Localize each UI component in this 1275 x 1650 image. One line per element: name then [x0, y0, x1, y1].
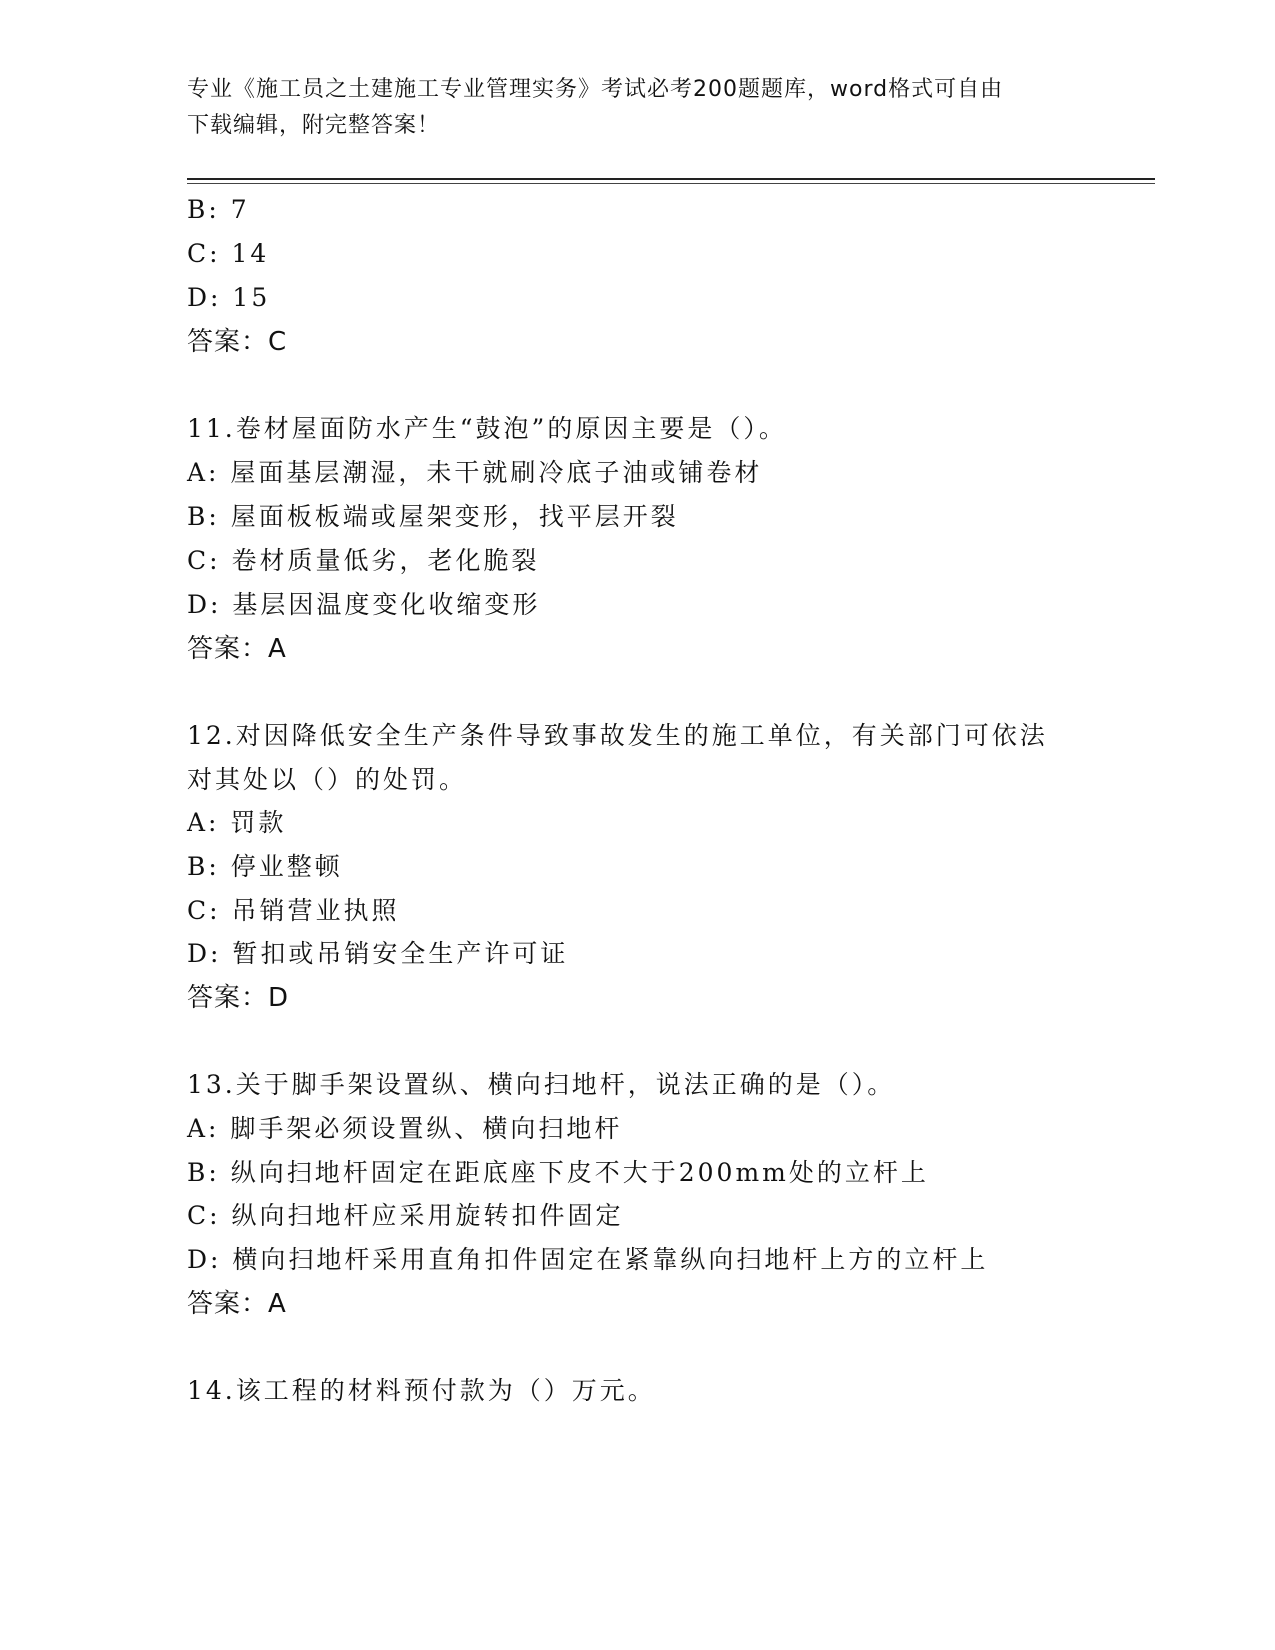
q13-answer: 答案：A: [187, 1289, 287, 1319]
q12-stem-line-1: 12.对因降低安全生产条件导致事故发生的施工单位，有关部门可依法: [187, 721, 1048, 750]
q11-option-c: C: 卷材质量低劣，老化脆裂: [187, 546, 540, 575]
header-divider-thin: [187, 183, 1155, 184]
document-header: [187, 72, 1087, 144]
header-divider-thick: [187, 178, 1155, 180]
q11-option-b: B: 屋面板板端或屋架变形，找平层开裂: [187, 502, 679, 531]
q11-answer: 答案：A: [187, 634, 287, 664]
header-line-2: 下载编辑，附完整答案！: [187, 113, 441, 138]
q10-answer: 答案：C: [187, 327, 288, 357]
q12-stem-line-2: 对其处以（）的处罚。: [187, 765, 468, 794]
q12-option-b: B: 停业整顿: [187, 852, 343, 881]
q13-option-d: D: 横向扫地杆采用直角扣件固定在紧靠纵向扫地杆上方的立杆上: [187, 1245, 989, 1274]
q12-option-d: D: 暂扣或吊销安全生产许可证: [187, 939, 569, 968]
q10-option-d: D: 15: [187, 283, 271, 312]
q12-option-a: A: 罚款: [187, 808, 287, 837]
q13-option-c: C: 纵向扫地杆应采用旋转扣件固定: [187, 1201, 624, 1230]
q10-option-c: C: 14: [187, 239, 270, 268]
q13-option-a: A: 脚手架必须设置纵、横向扫地杆: [187, 1114, 623, 1143]
q11-option-d: D: 基层因温度变化收缩变形: [187, 590, 541, 619]
q11-stem: 11.卷材屋面防水产生“鼓泡”的原因主要是（）。: [187, 414, 787, 443]
q14-stem: 14.该工程的材料预付款为（）万元。: [187, 1376, 656, 1405]
q12-option-c: C: 吊销营业执照: [187, 896, 400, 925]
q11-option-a: A: 屋面基层潮湿，未干就刷冷底子油或铺卷材: [187, 458, 763, 487]
q13-option-b: B: 纵向扫地杆固定在距底座下皮不大于200mm处的立杆上: [187, 1158, 929, 1187]
q13-stem: 13.关于脚手架设置纵、横向扫地杆，说法正确的是（）。: [187, 1070, 896, 1099]
q12-answer: 答案：D: [187, 983, 290, 1013]
header-line-1: 专业《施工员之土建施工专业管理实务》考试必考200题题库，word格式可自由: [187, 77, 1004, 102]
q10-option-b: B: 7: [187, 195, 250, 224]
